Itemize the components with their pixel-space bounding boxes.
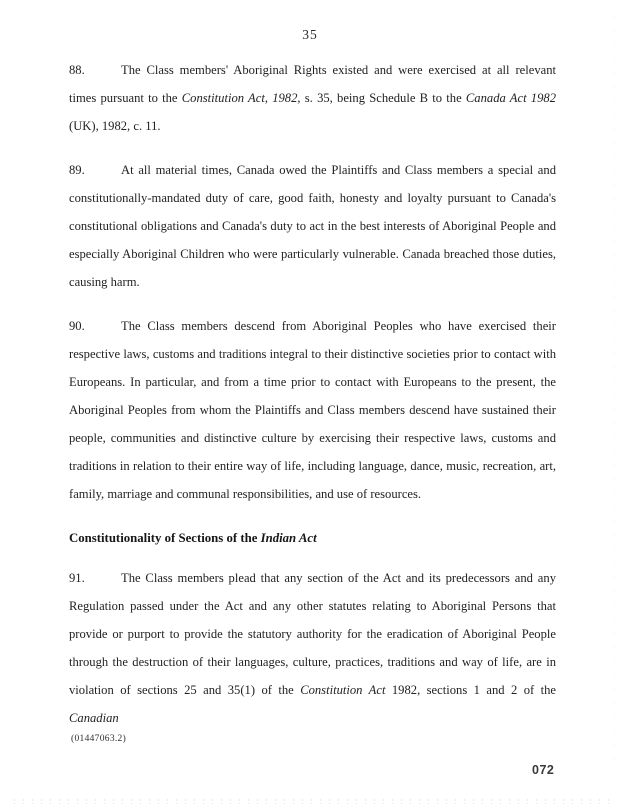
paragraph-90-text: The Class members descend from Aboriginal Peoples who have exercised their respective laws, customs and traditions integral to their distinctive societies prior to contact with Europeans. In particular, and from a time prior to contact with Europeans to the present, the Aboriginal Peoples from whom the Plaintiffs and Class members descend have sustained their people, communities and distinctive culture by exercising their respective laws, customs and traditions in relation to their entire way of life, including language, dance, music, recreation, art, family, marriage and communal responsibilities, and use of resources. <box>69 319 556 501</box>
paragraph-89 <box>69 156 556 296</box>
page-number: 35 <box>302 27 318 42</box>
paragraph-90-number: 90. <box>69 319 85 333</box>
section-heading: Constitutionality of Sections of the Indian Act <box>69 531 317 545</box>
paragraph-91-text: The Class members plead that any section of the Act and its predecessors and any Regulation passed under the Act and any other statutes relating to Aboriginal Persons that provide or purport to provide the statutory authority for the eradication of Aboriginal People through the destruction of their languages, culture, practices, traditions and way of life, are in violation of sections 25 and 35(1) of the Constitution Act 1982, sections 1 and 2 of the Canadian <box>69 571 556 725</box>
paragraph-91-number: 91. <box>69 571 85 585</box>
paragraph-91 <box>69 564 556 732</box>
paragraph-88-text: The Class members' Aboriginal Rights existed and were exercised at all relevant times pursuant to the Constitution Act, 1982, s. 35, being Schedule B to the Canada Act 1982 (UK), 1982, c. 11. <box>69 63 556 133</box>
scan-noise-bottom <box>10 798 613 804</box>
document-body <box>69 56 556 748</box>
paragraph-88 <box>69 56 556 140</box>
paragraph-89-number: 89. <box>69 163 85 177</box>
paragraph-88-number: 88. <box>69 63 85 77</box>
paragraph-89-text: At all material times, Canada owed the Plaintiffs and Class members a special and constitutionally-mandated duty of care, good faith, honesty and loyalty pursuant to Canada's constitutional obligations and Canada's duty to act in the best interests of Aboriginal People and especially Aboriginal Children who were particularly vulnerable. Canada breached those duties, causing harm. <box>69 163 556 289</box>
document-id-footer: (01447063.2) <box>71 734 127 744</box>
scan-noise-right-edge <box>613 10 617 767</box>
bates-stamp-number: 072 <box>532 763 555 777</box>
paragraph-90 <box>69 312 556 508</box>
